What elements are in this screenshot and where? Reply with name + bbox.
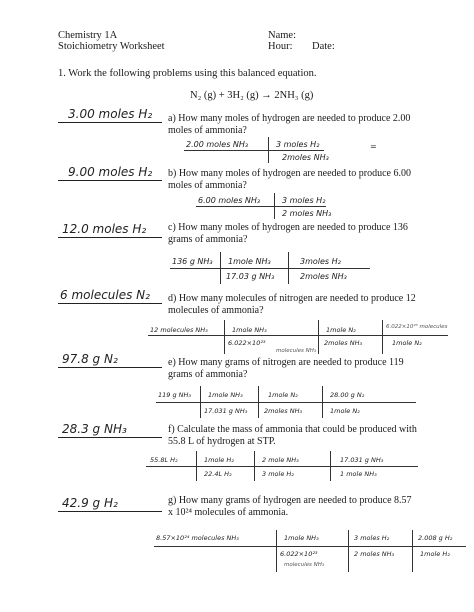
fraction-bar xyxy=(148,335,448,336)
work-a-num: 3 moles H₂ xyxy=(276,140,320,149)
work-e-given: 119 g NH₃ xyxy=(158,391,192,399)
fraction-divider xyxy=(382,320,383,354)
work-g-num3: 3 moles H₂ xyxy=(354,534,390,542)
work-f-den2: 22.4L H₂ xyxy=(204,470,232,478)
work-f-num4: 17.031 g NH₃ xyxy=(340,456,384,464)
fraction-divider xyxy=(220,252,221,284)
work-g-den2-note: molecules NH₃ xyxy=(284,562,325,568)
work-f-num2: 1mole H₂ xyxy=(204,456,234,464)
answer-line-g xyxy=(58,511,162,512)
fraction-divider xyxy=(322,386,323,418)
work-g-den2: 6.022×10²³ xyxy=(280,550,318,558)
fraction-bar xyxy=(154,546,466,547)
answer-g: 42.9 g H₂ xyxy=(62,496,118,510)
work-f-num3: 2 mole NH₃ xyxy=(262,456,299,464)
work-c-den3: 2moles NH₃ xyxy=(300,272,347,281)
answer-line-c xyxy=(58,237,162,238)
answer-d: 6 molecules N₂ xyxy=(60,288,150,302)
work-e-den2: 17.031 g NH₃ xyxy=(204,407,248,415)
question-d: d) How many molecules of nitrogen are needed to produce 12 molecules of ammonia? xyxy=(168,293,416,316)
work-c-given: 136 g NH₃ xyxy=(172,257,213,266)
fraction-divider xyxy=(254,451,255,481)
fraction-bar xyxy=(184,150,324,151)
answer-line-b xyxy=(58,180,162,181)
question-a: a) How many moles of hydrogen are needed to produce 2.00 moles of ammonia? xyxy=(168,113,411,136)
fraction-divider xyxy=(412,530,413,572)
fraction-divider xyxy=(224,320,225,354)
fraction-bar xyxy=(146,466,418,467)
question-b: b) How many moles of hydrogen are needed to produce 6.00 moles of ammonia? xyxy=(168,168,411,191)
work-d-num4: 6.022×10²³ molecules xyxy=(386,324,448,330)
work-f-den4: 1 mole NH₃ xyxy=(340,470,377,478)
fraction-divider xyxy=(268,137,269,163)
work-d-den4: 1mole N₂ xyxy=(392,339,422,347)
work-d-num3: 1mole N₂ xyxy=(326,326,356,334)
work-c-den2: 17.03 g NH₃ xyxy=(226,272,275,281)
work-a-given: 2.00 moles NH₃ xyxy=(186,140,249,149)
work-e-num4: 28.00 g N₂ xyxy=(330,391,365,399)
work-a-den: 2moles NH₃ xyxy=(282,153,329,162)
answer-line-f xyxy=(58,437,162,438)
answer-f: 28.3 g NH₃ xyxy=(62,422,127,436)
work-e-num3: 1mole N₂ xyxy=(268,391,298,399)
work-a-equals: = xyxy=(370,142,377,151)
work-c-num2: 1mole NH₃ xyxy=(228,257,271,266)
work-d-den3: 2moles NH₃ xyxy=(324,339,363,347)
hour-label: Hour: xyxy=(268,41,293,52)
fraction-divider xyxy=(276,530,277,572)
fraction-divider xyxy=(288,252,289,284)
work-d-den2-note: molecules NH₃ xyxy=(276,348,317,354)
fraction-divider xyxy=(258,386,259,418)
work-b-num: 3 moles H₂ xyxy=(282,196,326,205)
date-label: Date: xyxy=(312,41,335,52)
answer-line-e xyxy=(58,367,162,368)
fraction-divider xyxy=(274,193,275,219)
answer-a: 3.00 moles H₂ xyxy=(68,107,153,121)
answer-line-a xyxy=(58,122,162,123)
work-c-num3: 3moles H₂ xyxy=(300,257,341,266)
question-g: g) How many grams of hydrogen are needed to produce 8.57 x 10²⁴ molecules of ammonia. xyxy=(168,495,412,518)
course-title: Chemistry 1A xyxy=(58,30,118,41)
fraction-divider xyxy=(318,320,319,354)
work-e-den3: 2moles NH₃ xyxy=(264,407,303,415)
work-g-num4: 2.008 g H₂ xyxy=(418,534,453,542)
work-g-den4: 1mole H₂ xyxy=(420,550,450,558)
work-g-num2: 1mole NH₃ xyxy=(284,534,319,542)
instruction-text: 1. Work the following problems using this balanced equation. xyxy=(58,68,317,79)
fraction-bar xyxy=(156,402,416,403)
fraction-bar xyxy=(170,268,370,269)
work-g-given: 8.57×10²⁴ molecules NH₃ xyxy=(156,534,239,542)
work-e-den4: 1mole N₂ xyxy=(330,407,360,415)
work-b-given: 6.00 moles NH₃ xyxy=(198,196,261,205)
question-f: f) Calculate the mass of ammonia that could be produced with 55.8 L of hydrogen at STP. xyxy=(168,424,417,447)
work-d-num2: 1mole NH₃ xyxy=(232,326,267,334)
work-e-num2: 1mole NH₃ xyxy=(208,391,243,399)
fraction-bar xyxy=(196,206,326,207)
work-d-given: 12 molecules NH₃ xyxy=(150,326,208,334)
answer-b: 9.00 moles H₂ xyxy=(68,165,153,179)
balanced-equation: N₂ (g) + 3H₂ (g) → 2NH₃ (g) xyxy=(190,90,314,101)
fraction-divider xyxy=(200,386,201,418)
name-label: Name: xyxy=(268,30,296,41)
answer-e: 97.8 g N₂ xyxy=(62,352,118,366)
answer-c: 12.0 moles H₂ xyxy=(62,222,147,236)
work-g-den3: 2 moles NH₃ xyxy=(354,550,395,558)
question-c: c) How many moles of hydrogen are needed to produce 136 grams of ammonia? xyxy=(168,222,408,245)
worksheet-title: Stoichiometry Worksheet xyxy=(58,41,165,52)
fraction-divider xyxy=(348,530,349,572)
answer-line-d xyxy=(58,303,162,304)
work-b-den: 2 moles NH₃ xyxy=(282,209,332,218)
fraction-divider xyxy=(330,451,331,481)
fraction-divider xyxy=(196,451,197,481)
question-e: e) How many grams of nitrogen are needed to produce 119 grams of ammonia? xyxy=(168,357,404,380)
work-d-den2: 6.022×10²³ xyxy=(228,339,266,347)
work-f-den3: 3 mole H₂ xyxy=(262,470,294,478)
work-f-given: 55.8L H₂ xyxy=(150,456,178,464)
